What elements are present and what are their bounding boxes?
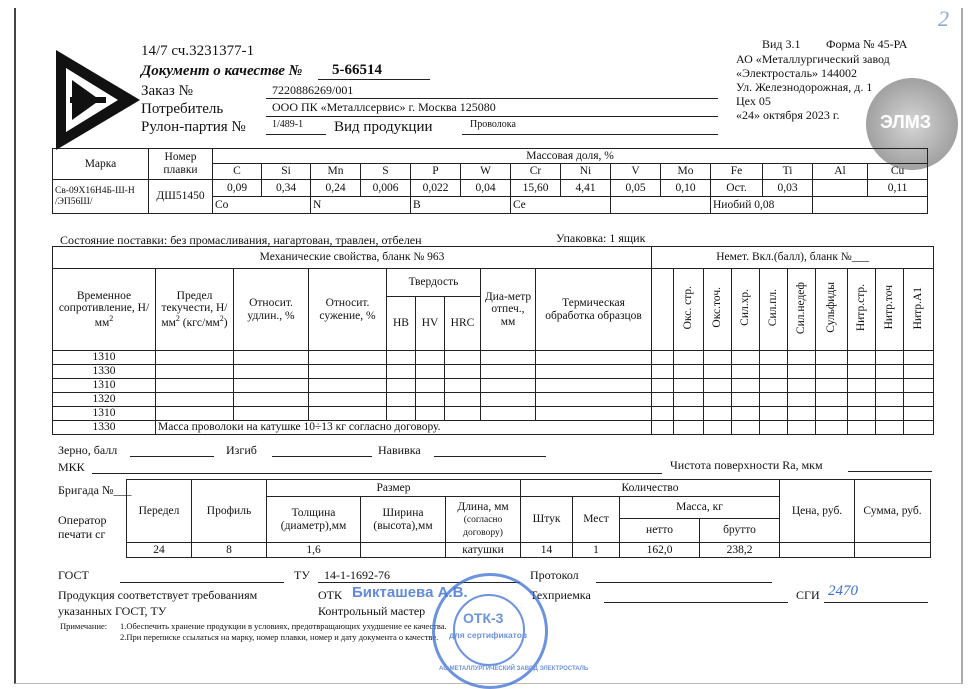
tu-value: 14-1-1692-76 — [324, 568, 390, 582]
h-thick: Толщина (диаметр),мм — [267, 497, 361, 543]
mech-cell — [674, 379, 704, 393]
packing: Упаковка: 1 ящик — [556, 231, 646, 245]
co-cell: Co — [213, 197, 311, 214]
h-len-main: Длина, мм — [457, 500, 509, 513]
plant-date: «24» октября 2023 г. — [736, 108, 840, 122]
remark-line1: 1.Обеспечить хранение продукции в условиях, предотвращающих ухудшение ее качества. — [120, 621, 447, 631]
mech-cell — [416, 379, 445, 393]
mech-cell — [760, 351, 788, 365]
mech-cell — [760, 407, 788, 421]
mech-cell — [760, 365, 788, 379]
elem-mn: Mn — [311, 164, 361, 180]
doc-title: Документ о качестве № — [141, 63, 303, 79]
elem-ni: Ni — [561, 164, 611, 180]
h-melt: Номер плавки — [149, 149, 213, 180]
nm-col-1 — [704, 269, 732, 351]
plant-line4: Цех 05 — [736, 94, 771, 108]
mech-cell — [732, 379, 760, 393]
val-cr: 15,60 — [511, 180, 561, 197]
nm-col-6 — [848, 269, 876, 351]
mech-cell — [904, 407, 934, 421]
h-diam: Диа-метр отпеч., мм — [481, 269, 536, 351]
mech-cell — [387, 407, 416, 421]
mech-cell — [652, 393, 674, 407]
nm-label-6: Нитр.стр. — [855, 284, 868, 332]
mech-cell — [788, 351, 816, 365]
mech-cell — [156, 407, 234, 421]
mech-cell — [674, 421, 704, 435]
grade-cell — [53, 180, 149, 214]
val-ti: 0,03 — [763, 180, 813, 197]
mech-cell — [652, 365, 674, 379]
mech-cell — [309, 351, 387, 365]
plant-line3: Ул. Железнодорожная, д. 1 — [736, 80, 873, 94]
h-price: Цена, руб. — [780, 480, 855, 543]
mech-cell — [760, 379, 788, 393]
mech-cell — [481, 379, 536, 393]
nm-col-0 — [674, 269, 704, 351]
mech-cell — [445, 379, 481, 393]
mech-cell — [816, 421, 848, 435]
h-peredel: Передел — [127, 480, 192, 543]
mech-cell — [876, 393, 904, 407]
doc-number: 5-66514 — [332, 62, 382, 78]
v-sum — [855, 543, 931, 558]
mech-cell — [309, 379, 387, 393]
mech-cell — [904, 365, 934, 379]
mech-cell — [788, 421, 816, 435]
h-yield: Предел текучести, $Н/мм^2$ $(кгс/мм^2)$ — [156, 269, 234, 351]
mech-cell — [536, 351, 652, 365]
product-value: Проволока — [470, 119, 516, 130]
form-label: Форма № 45-РА — [826, 37, 908, 51]
mech-cell — [788, 407, 816, 421]
mech-cell — [652, 421, 674, 435]
mech-cell — [788, 365, 816, 379]
mech-cell — [704, 421, 732, 435]
mech-cell — [156, 379, 234, 393]
h-hardness: Твердость — [387, 269, 481, 297]
h-sum: Сумма, руб. — [855, 480, 931, 543]
mech-cell — [788, 393, 816, 407]
mech-cell — [416, 351, 445, 365]
grade-line2: /ЭП56Ш/ — [55, 196, 93, 207]
mech-title: Механические свойства, бланк № 963 — [53, 247, 652, 269]
mech-cell — [704, 379, 732, 393]
plant-line1: АО «Металлургический завод — [736, 52, 890, 66]
val-al — [813, 180, 868, 197]
elem-fe: Fe — [711, 164, 763, 180]
mech-row — [53, 351, 934, 365]
mech-cell — [536, 407, 652, 421]
h-net: нетто — [620, 519, 700, 543]
val-cu: 0,11 — [868, 180, 928, 197]
mech-cell — [416, 393, 445, 407]
mech-cell — [387, 379, 416, 393]
mech-cell — [904, 351, 934, 365]
v-width — [361, 543, 446, 558]
conform-line1: Продукция соответствует требованиям — [58, 588, 258, 602]
mech-cell — [156, 351, 234, 365]
spacer-col — [652, 269, 674, 351]
h-mass-kg: Масса, кг — [620, 497, 780, 519]
tensile-value: 1330 — [53, 365, 156, 379]
mech-cell — [536, 393, 652, 407]
mech-cell — [309, 365, 387, 379]
val-ni: 4,41 — [561, 180, 611, 197]
techpriemka-label: Техприемка — [530, 588, 591, 602]
nm-col-4 — [788, 269, 816, 351]
nm-label-4: Сил.недеф — [795, 281, 808, 334]
mech-cell — [652, 351, 674, 365]
tensile-value: 1310 — [53, 351, 156, 365]
mech-cell — [848, 379, 876, 393]
elem-cu: Cu — [868, 164, 928, 180]
mech-cell — [234, 351, 309, 365]
plant-line2: «Электросталь» 144002 — [736, 66, 858, 80]
nm-col-5 — [816, 269, 848, 351]
val-mo: 0,10 — [661, 180, 711, 197]
v-net: 162,0 — [620, 543, 700, 558]
h-hv: HV — [416, 297, 445, 351]
mech-cell — [536, 379, 652, 393]
h-size: Размер — [267, 480, 521, 497]
mech-cell — [387, 393, 416, 407]
mech-cell — [674, 351, 704, 365]
elem-s: S — [361, 164, 411, 180]
mech-cell — [788, 379, 816, 393]
tensile-value: 1310 — [53, 379, 156, 393]
mech-row — [53, 421, 934, 435]
h-qty: Количество — [521, 480, 780, 497]
mech-cell — [816, 407, 848, 421]
consumer-label: Потребитель — [141, 101, 224, 117]
mech-row — [53, 365, 934, 379]
stamp-sub: для сертификатов — [449, 630, 528, 640]
mech-note: Масса проволоки на катушке 10÷13 кг согласно договору. — [156, 421, 652, 435]
nm-label-5: Сульфиды — [825, 282, 838, 334]
mech-cell — [481, 393, 536, 407]
v-length: катушки — [446, 543, 521, 558]
grey-seal-text: ЭЛМЗ — [880, 112, 932, 132]
size-table — [126, 479, 931, 558]
mech-cell — [816, 351, 848, 365]
mech-cell — [904, 421, 934, 435]
elem-si: Si — [262, 164, 311, 180]
mech-cell — [481, 351, 536, 365]
mech-cell — [876, 379, 904, 393]
tensile-value: 1330 — [53, 421, 156, 435]
grade-line1: Св-09Х16Н4Б-Ш-Н — [55, 186, 135, 197]
v-pcs: 14 — [521, 543, 573, 558]
h-tensile: Временное сопротивление, $Н/мм^2$ — [53, 269, 156, 351]
nm-label-3: Сил.пл. — [767, 289, 780, 327]
batch-label: Рулон-партия № — [141, 119, 246, 135]
mech-cell — [309, 407, 387, 421]
sgi-label: СГИ — [796, 588, 820, 602]
nm-label-8: Нитр.А1 — [912, 286, 925, 329]
order-label: Заказ № — [141, 83, 193, 99]
h-mass: Массовая доля, % — [213, 149, 928, 164]
mech-cell — [704, 407, 732, 421]
mech-cell — [156, 393, 234, 407]
mech-cell — [876, 421, 904, 435]
empty-cell-2 — [813, 197, 928, 214]
mech-cell — [234, 365, 309, 379]
h-len — [446, 497, 521, 543]
niobium-cell — [711, 197, 813, 214]
mech-cell — [816, 365, 848, 379]
mech-cell — [848, 351, 876, 365]
h-gross: брутто — [700, 519, 780, 543]
mech-cell — [816, 393, 848, 407]
elem-v: V — [611, 164, 661, 180]
elem-al: Al — [813, 164, 868, 180]
stamp-center: ОТК-3 — [463, 610, 504, 626]
master-label: Контрольный мастер — [318, 604, 426, 618]
mech-cell — [234, 407, 309, 421]
mech-cell — [536, 365, 652, 379]
elem-c: C — [213, 164, 262, 180]
mech-row — [53, 379, 934, 393]
mech-cell — [445, 351, 481, 365]
mech-table — [52, 246, 934, 435]
h-elong: Относит. удлин., % — [234, 269, 309, 351]
mech-cell — [732, 407, 760, 421]
val-p: 0,022 — [411, 180, 461, 197]
val-v: 0,05 — [611, 180, 661, 197]
mech-cell — [848, 421, 876, 435]
v-gross: 238,2 — [700, 543, 780, 558]
mech-cell — [876, 365, 904, 379]
mech-cell — [732, 421, 760, 435]
h-profile: Профиль — [192, 480, 267, 543]
protocol-label: Протокол — [530, 568, 579, 582]
nm-col-8 — [904, 269, 934, 351]
val-mn: 0,24 — [311, 180, 361, 197]
sgi-value: 2470 — [828, 583, 858, 599]
mech-cell — [876, 407, 904, 421]
mech-cell — [732, 365, 760, 379]
mech-row — [53, 407, 934, 421]
b-cell: B — [411, 197, 511, 214]
mech-cell — [674, 365, 704, 379]
mech-cell — [652, 407, 674, 421]
mech-cell — [816, 379, 848, 393]
nm-label-1: Окс.точ. — [711, 287, 724, 328]
val-si: 0,34 — [262, 180, 311, 197]
delivery-state: Состояние поставки: без промасливания, нагартован, травлен, отбелен — [60, 233, 422, 247]
v-price — [780, 543, 855, 558]
h-len-sub: (согласно договору) — [463, 515, 503, 538]
v-peredel: 24 — [127, 543, 192, 558]
mech-cell — [156, 365, 234, 379]
mech-cell — [904, 379, 934, 393]
stamp-ring: АО МЕТАЛЛУРГИЧЕСКИЙ ЗАВОД ЭЛЕКТРОСТАЛЬ — [439, 666, 589, 672]
mech-cell — [416, 407, 445, 421]
conform-line2: указанных ГОСТ, ТУ — [58, 604, 167, 618]
n-cell: N — [311, 197, 411, 214]
nm-col-7 — [876, 269, 904, 351]
mkk-label: МКК — [58, 460, 85, 474]
h-width: Ширина (высота),мм — [361, 497, 446, 543]
mech-cell — [760, 393, 788, 407]
gost-label: ГОСТ — [58, 568, 89, 582]
v-places: 1 — [573, 543, 620, 558]
h-places: Мест — [573, 497, 620, 543]
mech-cell — [704, 351, 732, 365]
elem-w: W — [461, 164, 511, 180]
h-grade: Марка — [53, 149, 149, 180]
mech-cell — [760, 421, 788, 435]
h-hrc: HRC — [445, 297, 481, 351]
h-hb: HB — [387, 297, 416, 351]
operator-text: Оператор печати сг — [58, 513, 107, 541]
niobium-label: Ниобий — [713, 198, 752, 211]
elem-mo: Mo — [661, 164, 711, 180]
empty-cell — [611, 197, 711, 214]
otk-name: Бикташева А.В. — [352, 584, 468, 601]
otk-label: ОТК — [318, 588, 342, 602]
mech-cell — [904, 393, 934, 407]
nm-label-0: Окс. стр. — [682, 286, 695, 330]
mech-cell — [652, 379, 674, 393]
elem-p: P — [411, 164, 461, 180]
mech-cell — [704, 365, 732, 379]
h-pcs: Штук — [521, 497, 573, 543]
operator-label — [58, 514, 128, 542]
mech-cell — [416, 365, 445, 379]
mech-cell — [848, 365, 876, 379]
niobium-value: 0,08 — [754, 198, 775, 211]
mech-cell — [234, 393, 309, 407]
val-w: 0,04 — [461, 180, 511, 197]
mech-cell — [732, 393, 760, 407]
nm-col-3 — [760, 269, 788, 351]
tensile-value: 1310 — [53, 407, 156, 421]
product-label: Вид продукции — [334, 119, 433, 135]
val-s: 0,006 — [361, 180, 411, 197]
mech-cell — [674, 407, 704, 421]
remark-line2: 2.При переписке ссылаться на марку, номер плавки, номер и дату документа о качестве. — [120, 632, 439, 642]
nm-label-2: Сил.хр. — [739, 289, 752, 327]
mech-cell — [848, 407, 876, 421]
v-thick: 1,6 — [267, 543, 361, 558]
nm-label-7: Нитр.точ — [883, 285, 896, 330]
h-heat: Термическая обработка образцов — [536, 269, 652, 351]
mech-cell — [387, 365, 416, 379]
v-profile: 8 — [192, 543, 267, 558]
mech-cell — [387, 351, 416, 365]
h-reduct: Относит. сужение, % — [309, 269, 387, 351]
mech-cell — [445, 393, 481, 407]
mech-cell — [481, 365, 536, 379]
mech-cell — [234, 379, 309, 393]
nm-col-2 — [732, 269, 760, 351]
ce-cell: Ce — [511, 197, 611, 214]
mech-cell — [445, 407, 481, 421]
mech-cell — [481, 407, 536, 421]
consumer-value: ООО ПК «Металлсервис» г. Москва 125080 — [272, 100, 496, 114]
val-c: 0,09 — [213, 180, 262, 197]
remark-label: Примечание: — [60, 621, 108, 631]
nonmet-title: Немет. Вкл.(балл), бланк №___ — [652, 247, 934, 269]
elem-cr: Cr — [511, 164, 561, 180]
mech-cell — [848, 393, 876, 407]
roughness-label: Чистота поверхности Ra, мкм — [670, 458, 823, 472]
mech-cell — [309, 393, 387, 407]
mech-row — [53, 393, 934, 407]
melt-cell: ДШ51450 — [149, 180, 213, 214]
winding-label: Навивка — [378, 443, 421, 457]
mech-cell — [876, 351, 904, 365]
company-logo — [56, 50, 140, 150]
elem-ti: Ti — [763, 164, 813, 180]
brigade-label: Бригада №___ — [58, 483, 132, 497]
order-value: 7220886269/001 — [272, 83, 354, 97]
corner-mark: 2 — [938, 6, 949, 31]
batch-value: 1/489-1 — [272, 119, 304, 130]
bend-label: Изгиб — [226, 443, 257, 457]
mech-cell — [732, 351, 760, 365]
mech-cell — [704, 393, 732, 407]
tensile-value: 1320 — [53, 393, 156, 407]
vid-label: Вид 3.1 — [762, 37, 801, 51]
chemical-table — [52, 148, 928, 214]
val-fe: Ост. — [711, 180, 763, 197]
tu-label: ТУ — [294, 568, 310, 582]
grain-label: Зерно, балл — [58, 443, 118, 457]
mech-cell — [674, 393, 704, 407]
left-code: 14/7 сч.3231377-1 — [141, 43, 255, 59]
mech-cell — [445, 365, 481, 379]
